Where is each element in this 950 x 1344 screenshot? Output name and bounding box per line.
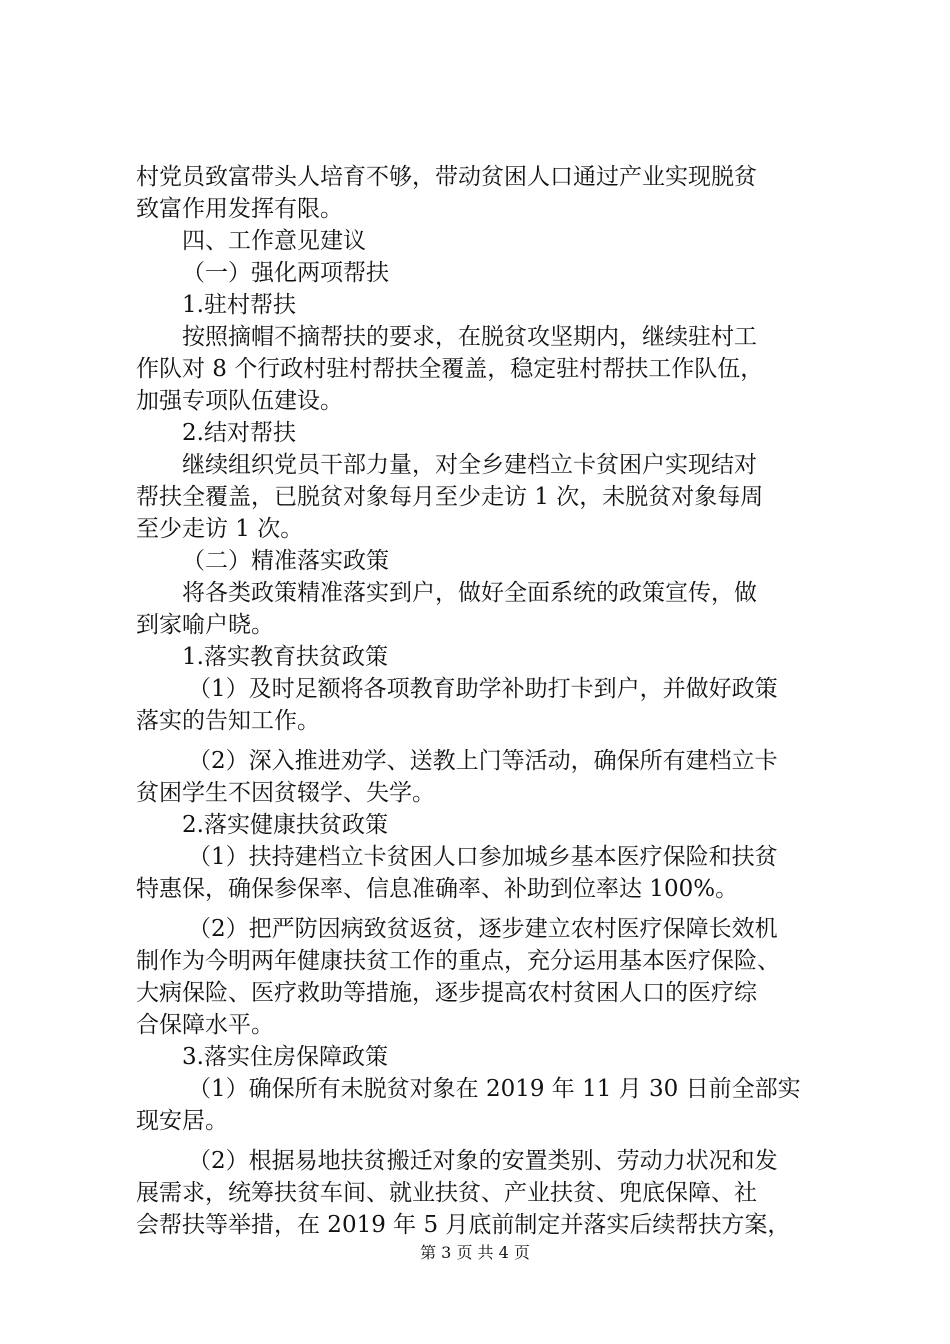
item-heading: 1.落实教育扶贫政策 (182, 644, 388, 670)
list-item: （2）根据易地扶贫搬迁对象的安置类别、劳动力状况和发 (188, 1148, 778, 1174)
item-heading: 1.驻村帮扶 (182, 292, 296, 318)
subsection-heading: （二）精准落实政策 (182, 548, 389, 574)
list-item: （1）扶持建档立卡贫困人口参加城乡基本医疗保险和扶贫 (188, 844, 778, 870)
item-heading: 2.落实健康扶贫政策 (182, 812, 388, 838)
body-line: 特惠保，确保参保率、信息准确率、补助到位率达 100%。 (136, 876, 739, 902)
body-line: 贫困学生不因贫辍学、失学。 (136, 780, 435, 806)
body-line: 加强专项队伍建设。 (136, 388, 343, 414)
document-body (136, 161, 836, 1241)
body-line: 会帮扶等举措，在 2019 年 5 月底前制定并落实后续帮扶方案， (136, 1212, 791, 1238)
body-line: 现安居。 (136, 1108, 228, 1134)
body-line: 村党员致富带头人培育不够，带动贫困人口通过产业实现脱贫 (136, 164, 757, 190)
list-item: （2）把严防因病致贫返贫，逐步建立农村医疗保障长效机 (188, 916, 778, 942)
list-item: （2）深入推进劝学、送教上门等活动，确保所有建档立卡 (188, 748, 778, 774)
body-line: 作队对 8 个行政村驻村帮扶全覆盖，稳定驻村帮扶工作队伍， (136, 356, 764, 382)
body-line: 制作为今明两年健康扶贫工作的重点，充分运用基本医疗保险、 (136, 948, 780, 974)
page-number-footer: 第 3 页 共 4 页 (420, 1243, 530, 1262)
body-line: 继续组织党员干部力量，对全乡建档立卡贫困户实现结对 (182, 452, 757, 478)
section-heading: 四、工作意见建议 (182, 228, 366, 254)
body-line: 到家喻户晓。 (136, 612, 274, 638)
subsection-heading: （一）强化两项帮扶 (182, 260, 389, 286)
body-line: 致富作用发挥有限。 (136, 196, 343, 222)
body-line: 至少走访 1 次。 (136, 516, 304, 542)
list-item: （1）及时足额将各项教育助学补助打卡到户，并做好政策 (188, 676, 778, 702)
item-heading: 3.落实住房保障政策 (182, 1044, 388, 1070)
body-line: 大病保险、医疗救助等措施，逐步提高农村贫困人口的医疗综 (136, 980, 757, 1006)
body-line: 合保障水平。 (136, 1012, 274, 1038)
body-line: 展需求，统筹扶贫车间、就业扶贫、产业扶贫、兜底保障、社 (136, 1180, 757, 1206)
list-item: （1）确保所有未脱贫对象在 2019 年 11 月 30 日前全部实 (188, 1076, 801, 1102)
item-heading: 2.结对帮扶 (182, 420, 296, 446)
body-line: 落实的告知工作。 (136, 708, 320, 734)
body-line: 按照摘帽不摘帮扶的要求，在脱贫攻坚期内，继续驻村工 (182, 324, 757, 350)
body-line: 将各类政策精准落实到户，做好全面系统的政策宣传，做 (182, 580, 757, 606)
body-line: 帮扶全覆盖，已脱贫对象每月至少走访 1 次，未脱贫对象每周 (136, 484, 764, 510)
